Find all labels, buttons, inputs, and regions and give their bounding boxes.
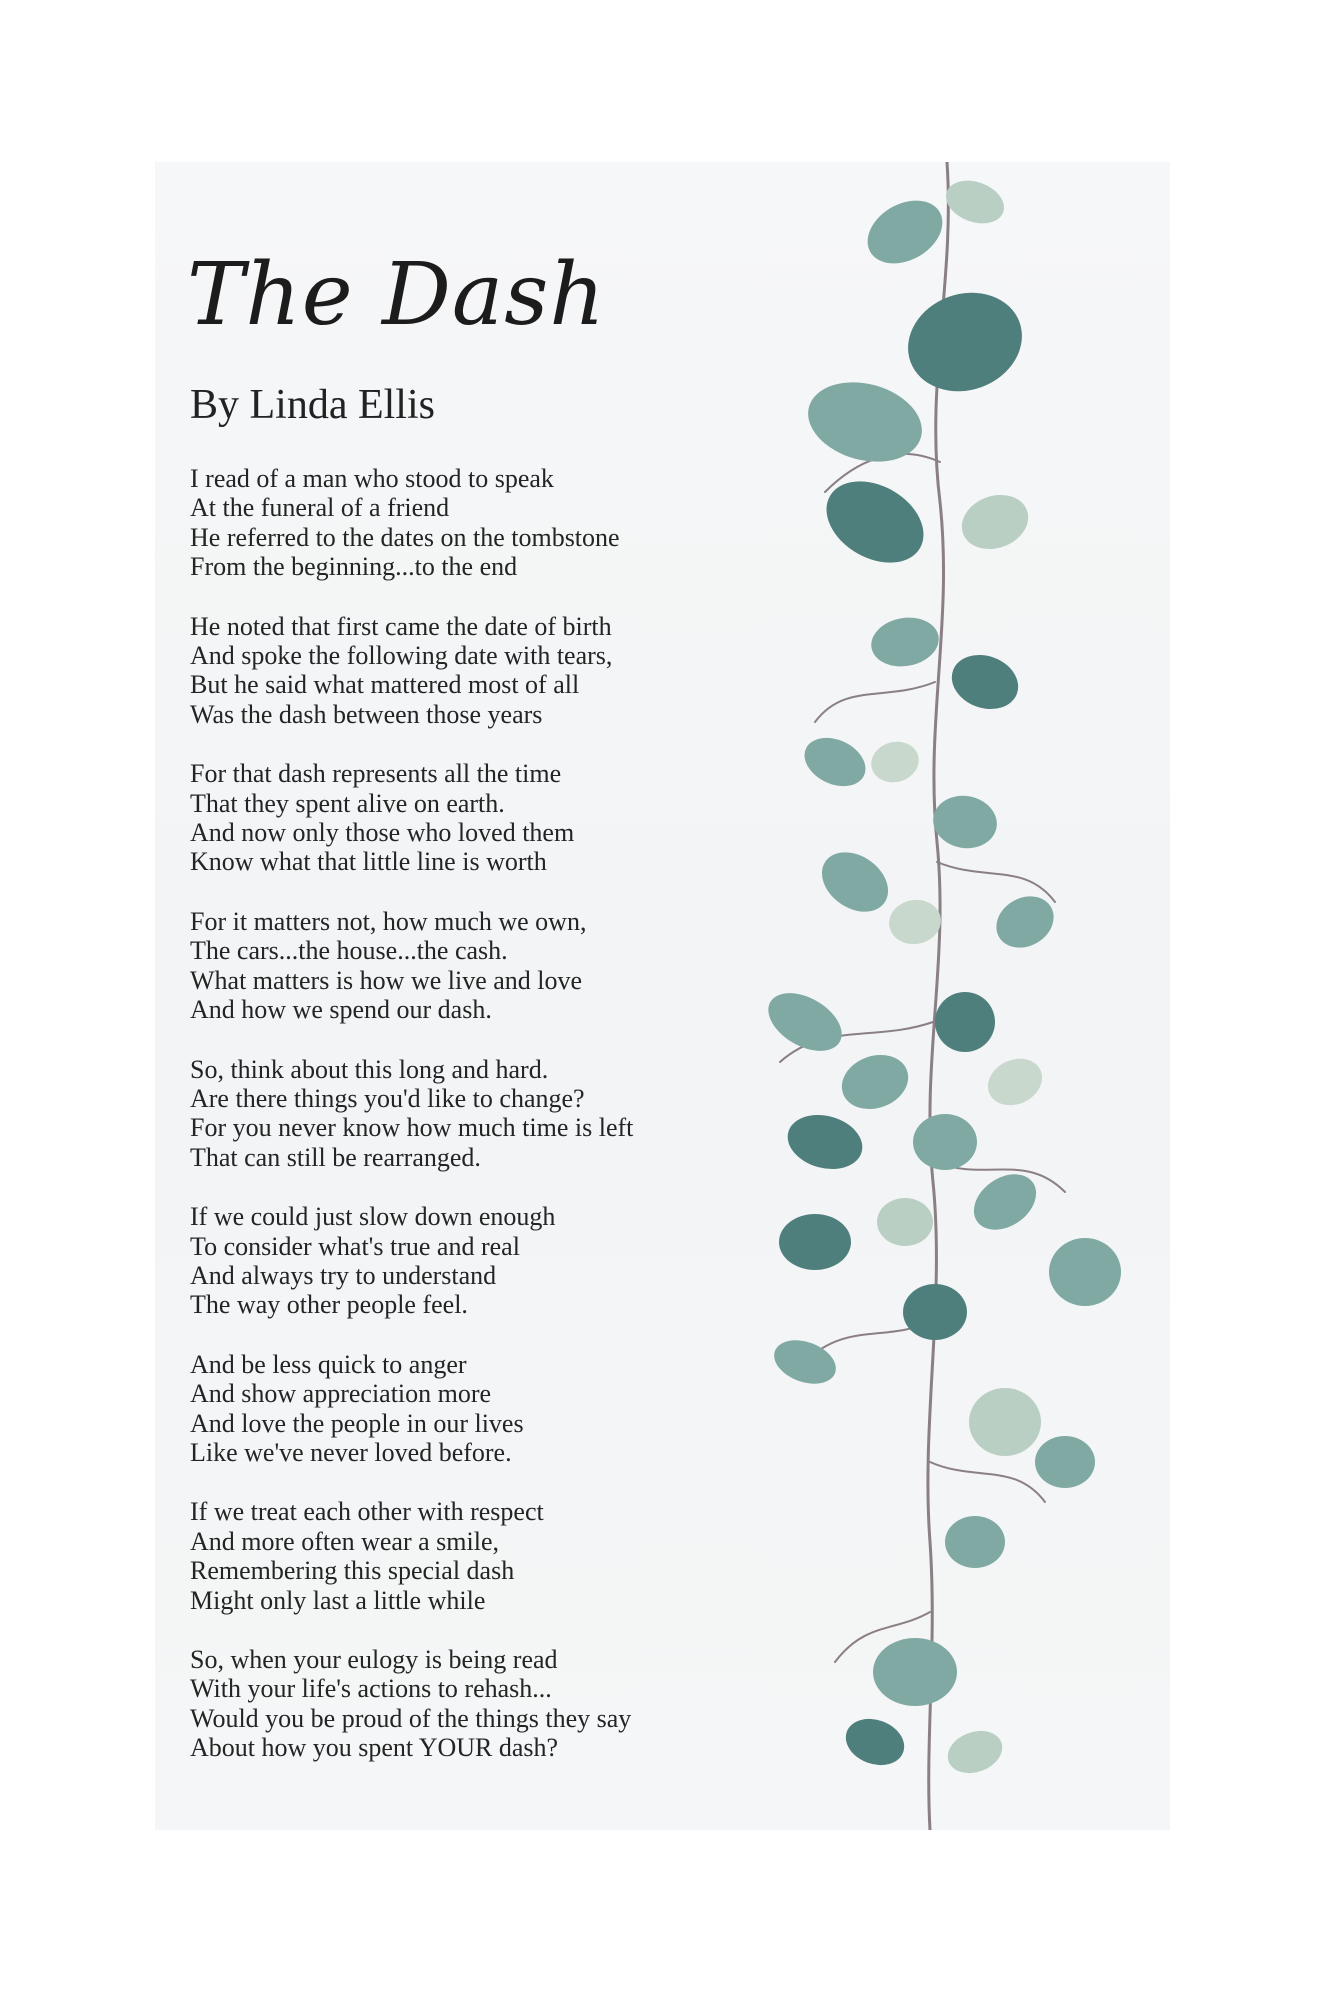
poem-line: Would you be proud of the things they say: [190, 1703, 632, 1733]
poem-line: For you never know how much time is left: [190, 1113, 634, 1143]
stanza-3: [190, 759, 810, 877]
leaf: [944, 646, 1026, 718]
poem-line: With your life's actions to rehash...: [190, 1674, 552, 1704]
leaf: [797, 729, 874, 796]
poem-line: And always try to understand: [190, 1260, 497, 1290]
poem-line: Know what that little line is worth: [190, 847, 547, 877]
leaf: [954, 486, 1036, 558]
leaf: [873, 1638, 957, 1706]
poem-line: He referred to the dates on the tombstone: [190, 522, 620, 552]
poem-line: That can still be rearranged.: [190, 1142, 481, 1172]
stanza-4: [190, 907, 810, 1025]
poem-line: Are there things you'd like to change?: [190, 1083, 585, 1113]
leaf: [903, 1284, 967, 1340]
poem-line: And how we spend our dash.: [190, 995, 492, 1025]
leaf: [768, 1332, 842, 1391]
poem-line: To consider what's true and real: [190, 1231, 520, 1261]
poem-line: If we could just slow down enough: [190, 1202, 556, 1232]
leaf: [913, 1114, 977, 1170]
poem-body: [190, 464, 810, 1793]
leaf: [867, 612, 942, 671]
poem-card: [155, 162, 1170, 1830]
poem-author: By Linda Ellis: [190, 382, 435, 428]
poem-line: And now only those who loved them: [190, 818, 575, 848]
eucalyptus-vine-illustration: [725, 162, 1170, 1830]
leaf: [799, 370, 931, 473]
leaf: [834, 1046, 916, 1118]
leaf: [980, 1050, 1049, 1114]
poem-line: But he said what mattered most of all: [190, 670, 580, 700]
stanza-2: [190, 612, 810, 730]
poem-line: And more often wear a smile,: [190, 1526, 500, 1556]
stanza-5: [190, 1055, 810, 1173]
leaf: [945, 1516, 1005, 1568]
leaf: [812, 465, 938, 579]
leaf: [935, 992, 995, 1052]
stanza-1: [190, 464, 810, 582]
poem-line: At the funeral of a friend: [190, 493, 450, 523]
poem-line: He noted that first came the date of birth: [190, 611, 612, 641]
leaf: [782, 1107, 869, 1177]
poem-line: The way other people feel.: [190, 1290, 468, 1320]
poem-line: And be less quick to anger: [190, 1349, 467, 1379]
leaf: [942, 1724, 1008, 1781]
poem-line: If we treat each other with respect: [190, 1497, 544, 1527]
poem-line: And love the people in our lives: [190, 1408, 524, 1438]
leaf: [877, 1198, 933, 1246]
leaf: [856, 188, 953, 276]
poem-line: The cars...the house...the cash.: [190, 936, 508, 966]
leaf: [839, 1711, 910, 1773]
poem-line: About how you spent YOUR dash?: [190, 1733, 559, 1763]
poem-line: What matters is how we live and love: [190, 965, 583, 995]
leaf: [1049, 1238, 1121, 1306]
leaf: [894, 277, 1036, 407]
vine-leaves: [758, 173, 1121, 1780]
poem-line: That they spent alive on earth.: [190, 788, 505, 818]
poem-line: Remembering this special dash: [190, 1556, 515, 1586]
poem-line: From the beginning...to the end: [190, 552, 518, 582]
poem-line: Was the dash between those years: [190, 699, 543, 729]
leaf: [758, 981, 851, 1063]
poem-line: For it matters not, how much we own,: [190, 906, 587, 936]
poem-line: For that dash represents all the time: [190, 759, 562, 789]
leaf: [969, 1388, 1041, 1456]
leaf: [929, 791, 1001, 853]
poem-line: And show appreciation more: [190, 1379, 492, 1409]
leaf: [867, 736, 924, 787]
stanza-8: [190, 1497, 810, 1615]
leaf: [963, 1163, 1046, 1241]
poem-line: So, when your eulogy is being read: [190, 1645, 558, 1674]
poem-line: And spoke the following date with tears,: [190, 641, 613, 671]
leaf: [940, 173, 1010, 231]
stanza-7: [190, 1350, 810, 1468]
poem-line: I read of a man who stood to speak: [190, 464, 554, 493]
poem-line: So, think about this long and hard.: [190, 1054, 549, 1084]
leaf: [1035, 1436, 1095, 1488]
poem-title: The Dash: [187, 245, 606, 345]
poem-line: Like we've never loved before.: [190, 1437, 512, 1467]
poem-line: Might only last a little while: [190, 1585, 486, 1615]
stanza-6: [190, 1202, 810, 1320]
leaf: [779, 1214, 851, 1270]
stanza-9: [190, 1645, 810, 1763]
leaf: [886, 896, 945, 948]
leaf: [811, 840, 900, 924]
